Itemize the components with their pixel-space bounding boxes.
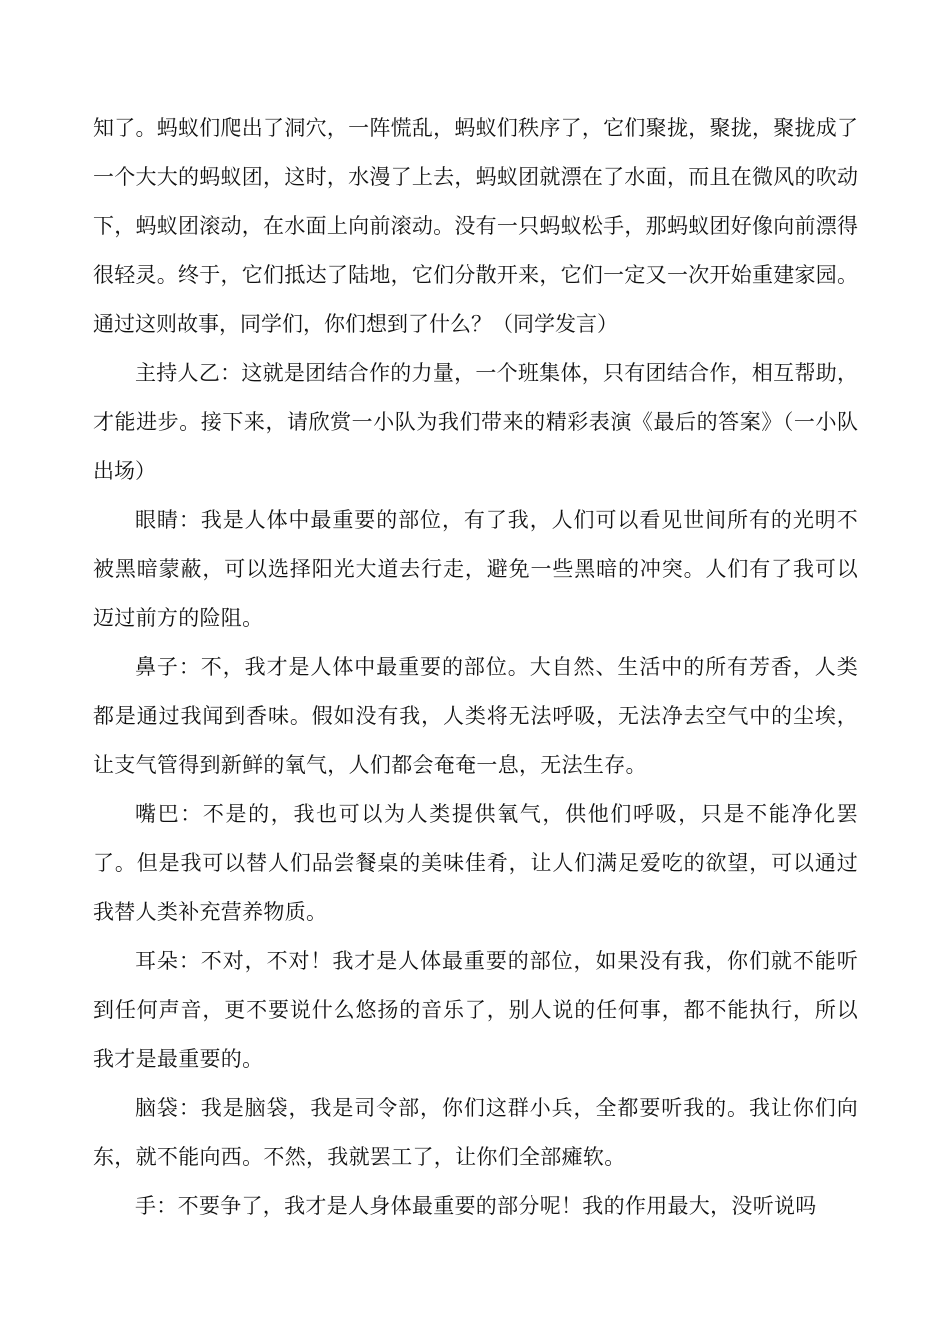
ears-line: 耳朵：不对，不对！我才是人体最重要的部位，如果没有我，你们就不能听到任何声音，更不要说什么悠扬的音乐了，别人说的任何事，都不能执行，所以我才是最重要的。 xyxy=(93,949,858,1071)
eyes-line: 眼睛：我是人体中最重要的部位，有了我，人们可以看见世间所有的光明不被黑暗蒙蔽，可以选择阳光大道去行走，避免一些黑暗的冲突。人们有了我可以迈过前方的险阻。 xyxy=(93,508,858,630)
document-body xyxy=(93,104,858,1231)
host-b-paragraph: 主持人乙：这就是团结合作的力量，一个班集体，只有团结合作，相互帮助，才能进步。接下来，请欣赏一小队为我们带来的精彩表演《最后的答案》（一小队出场） xyxy=(93,361,858,483)
mouth-line: 嘴巴：不是的，我也可以为人类提供氧气，供他们呼吸，只是不能净化罢了。但是我可以替人们品尝餐桌的美味佳肴，让人们满足爱吃的欲望，可以通过我替人类补充营养物质。 xyxy=(93,802,858,924)
nose-line: 鼻子：不，我才是人体中最重要的部位。大自然、生活中的所有芳香，人类都是通过我闻到香味。假如没有我，人类将无法呼吸，无法净去空气中的尘埃，让支气管得到新鲜的氧气，人们都会奄奄一息，无法生存。 xyxy=(93,655,858,777)
hand-line: 手：不要争了，我才是人身体最重要的部分呢！我的作用最大，没听说吗 xyxy=(135,1194,817,1218)
head-line: 脑袋：我是脑袋，我是司令部，你们这群小兵，全都要听我的。我让你们向东，就不能向西。不然，我就罢工了，让你们全部瘫软。 xyxy=(93,1096,858,1169)
story-paragraph: 知了。蚂蚁们爬出了洞穴，一阵慌乱，蚂蚁们秩序了，它们聚拢，聚拢，聚拢成了一个大大的蚂蚁团，这时，水漫了上去，蚂蚁团就漂在了水面，而且在微风的吹动下，蚂蚁团滚动，在水面上向前滚动。没有一只蚂蚁松手，那蚂蚁团好像向前漂得很轻灵。终于，它们抵达了陆地，它们分散开来，它们一定又一次开始重建家园。通过这则故事，同学们，你们想到了什么？（同学发言） xyxy=(93,116,858,336)
